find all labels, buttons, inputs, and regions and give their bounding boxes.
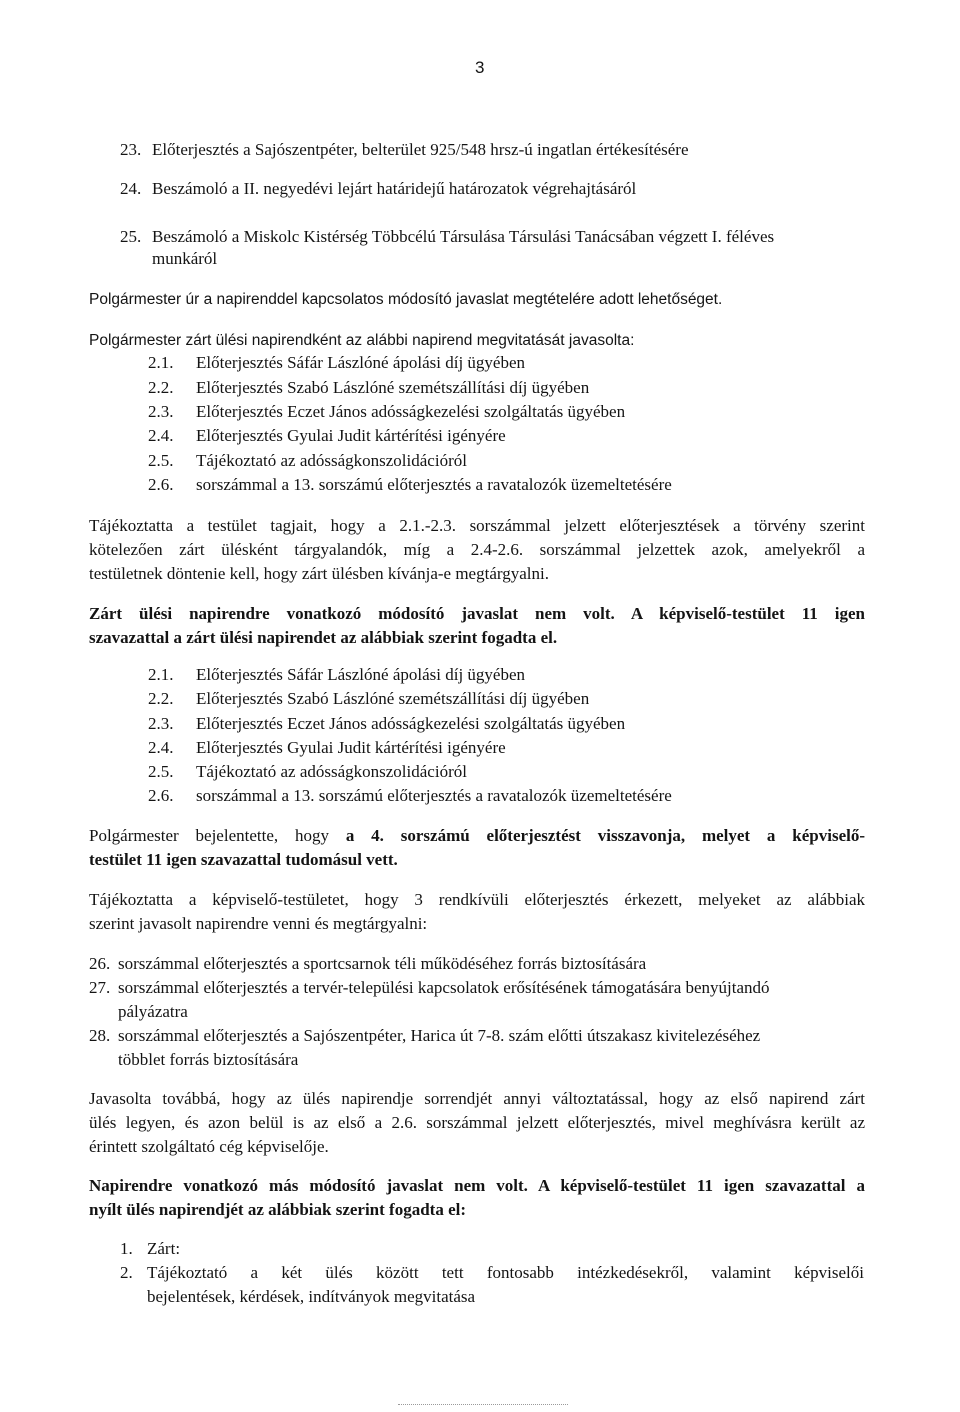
list-item — [148, 451, 467, 471]
item-number: 2.6. — [148, 475, 174, 494]
item-text: Zárt: — [147, 1239, 181, 1258]
list-item — [148, 738, 506, 758]
item-text: sorszámmal a 13. sorszámú előterjesztés a ravatalozók üzemeltetésére — [196, 475, 672, 494]
list-item — [148, 475, 672, 495]
urgent-item-26 — [89, 954, 646, 974]
mayor-modification-text: Polgármester úr a napirenddel kapcsolatos módosító javaslat megtételére adott lehetőséget. — [89, 291, 723, 308]
urgent-item-28 — [89, 1026, 760, 1046]
item-number: 2.4. — [148, 426, 174, 445]
open-item-1 — [120, 1239, 180, 1259]
item-number: 28. — [89, 1026, 111, 1045]
open-vote-line: nyílt ülés napirendjét az alábbiak szerint fogadta el: — [89, 1200, 466, 1219]
item-number: 2.3. — [148, 714, 174, 733]
item-text: sorszámmal előterjesztés a Sajószentpéter, Harica út 7-8. szám előtti útszakasz kivitelezéséhez — [118, 1026, 761, 1045]
item-text: Előterjesztés Sáfár Lászlóné ápolási díj ügyében — [196, 665, 526, 684]
info-paragraph-line: Tájékoztatta a testület tagjait, hogy a 2.1.-2.3. sorszámmal jelzett előterjesztések a törvény szerint — [89, 516, 865, 535]
item-number: 2.2. — [148, 689, 174, 708]
item-number: 25. — [120, 227, 142, 246]
item-number: 2.1. — [148, 353, 174, 372]
withdrawal-plain: Polgármester bejelentette, hogy — [89, 826, 346, 845]
item-number: 2.4. — [148, 738, 174, 757]
agenda-item-23 — [120, 140, 689, 160]
urgent-item-28-cont: többlet forrás biztosítására — [118, 1050, 299, 1069]
closed-vote-line: szavazattal a zárt ülési napirendet az alábbiak szerint fogadta el. — [89, 628, 558, 647]
item-text: Beszámoló a Miskolc Kistérség Többcélú Társulása Társulási Tanácsában végzett I. féléves — [152, 227, 775, 246]
item-text: Előterjesztés Sáfár Lászlóné ápolási díj ügyében — [196, 353, 526, 372]
item-text: Tájékoztató az adósságkonszolidációról — [196, 762, 467, 781]
item-number: 27. — [89, 978, 111, 997]
item-number: 24. — [120, 179, 142, 198]
item-number: 2.6. — [148, 786, 174, 805]
item-text: Előterjesztés Eczet János adósságkezelési szolgáltatás ügyében — [196, 402, 626, 421]
item-number: 2.2. — [148, 378, 174, 397]
urgent-intro-line: szerint javasolt napirendre venni és megtárgyalni: — [89, 914, 428, 933]
item-text: Előterjesztés a Sajószentpéter, belterület 925/548 hrsz-ú ingatlan értékesítésére — [152, 140, 689, 159]
open-vote-line: Napirendre vonatkozó más módosító javaslat nem volt. A képviselő-testület 11 igen szavazattal a — [89, 1176, 865, 1195]
item-text: Beszámoló a II. negyedévi lejárt határidejű határozatok végrehajtásáról — [152, 179, 637, 198]
item-text: sorszámmal a 13. sorszámú előterjesztés a ravatalozók üzemeltetésére — [196, 786, 672, 805]
list-item — [148, 714, 625, 734]
urgent-item-27 — [89, 978, 770, 998]
item-text: Előterjesztés Szabó Lászlóné szemétszállítási díj ügyében — [196, 689, 590, 708]
item-text: Tájékoztató az adósságkonszolidációról — [196, 451, 467, 470]
list-item — [148, 353, 525, 373]
withdrawal-bold: a 4. sorszámú előterjesztést visszavonja, melyet a képviselő- — [345, 826, 865, 845]
item-number: 2.1. — [148, 665, 174, 684]
list-item — [148, 378, 589, 398]
list-item — [148, 426, 506, 446]
withdrawal-line — [89, 826, 865, 846]
item-number: 2.3. — [148, 402, 174, 421]
item-text: sorszámmal előterjesztés a sportcsarnok téli működéséhez forrás biztosítására — [118, 954, 647, 973]
info-paragraph-line: testületnek döntenie kell, hogy zárt ülésben kívánja-e megtárgyalni. — [89, 564, 549, 583]
item-text: Előterjesztés Eczet János adósságkezelési szolgáltatás ügyében — [196, 714, 626, 733]
item-number: 2.5. — [148, 451, 174, 470]
urgent-intro-line: Tájékoztatta a képviselő-testületet, hogy 3 rendkívüli előterjesztés érkezett, melyeket az alábbiak — [89, 890, 865, 909]
agenda-item-24 — [120, 179, 636, 199]
withdrawal-line: testület 11 igen szavazattal tudomásul vett. — [89, 850, 398, 869]
agenda-item-25-cont: munkáról — [152, 249, 218, 268]
open-item-2-cont: bejelentések, kérdések, indítványok megvitatása — [147, 1287, 476, 1306]
item-number: 1. — [120, 1239, 133, 1258]
list-item — [148, 689, 589, 709]
closed-session-intro: Polgármester zárt ülési napirendként az alábbi napirend megvitatását javasolta: — [89, 332, 635, 349]
list-item — [148, 402, 625, 422]
list-item — [148, 665, 525, 685]
item-number: 2. — [120, 1263, 133, 1282]
page-number: 3 — [475, 58, 485, 77]
order-paragraph-line: ülés legyen, és azon belül is az első a 2.6. sorszámmal jelzett előterjesztés, mivel meghívásra került az — [89, 1113, 865, 1132]
list-item — [148, 786, 672, 806]
item-text: Előterjesztés Szabó Lászlóné szemétszállítási díj ügyében — [196, 378, 590, 397]
item-number: 23. — [120, 140, 142, 159]
agenda-item-25 — [120, 227, 774, 247]
open-item-2 — [120, 1263, 864, 1283]
scan-artifact-divider — [398, 1404, 568, 1407]
closed-vote-line: Zárt ülési napirendre vonatkozó módosító javaslat nem volt. A képviselő-testület 11 igen — [89, 604, 865, 623]
item-number: 26. — [89, 954, 111, 973]
list-item — [148, 762, 467, 782]
item-text: sorszámmal előterjesztés a tervér-települési kapcsolatok erősítésének támogatására benyújtandó — [118, 978, 770, 997]
order-paragraph-line: érintett szolgáltató cég képviselője. — [89, 1137, 329, 1156]
urgent-item-27-cont: pályázatra — [118, 1002, 188, 1021]
item-text: Előterjesztés Gyulai Judit kártérítési igényére — [196, 738, 506, 757]
item-text: Tájékoztató a két ülés között tett fontosabb intézkedésekről, valamint képviselői — [147, 1263, 864, 1282]
item-text: Előterjesztés Gyulai Judit kártérítési igényére — [196, 426, 506, 445]
order-paragraph-line: Javasolta továbbá, hogy az ülés napirendje sorrendjét annyi változtatással, hogy az első napirend zárt — [89, 1089, 865, 1108]
info-paragraph-line: kötelezően zárt ülésként tárgyalandók, míg a 2.4-2.6. sorszámmal jelzettek azok, amelyekről a — [89, 540, 865, 559]
item-number: 2.5. — [148, 762, 174, 781]
